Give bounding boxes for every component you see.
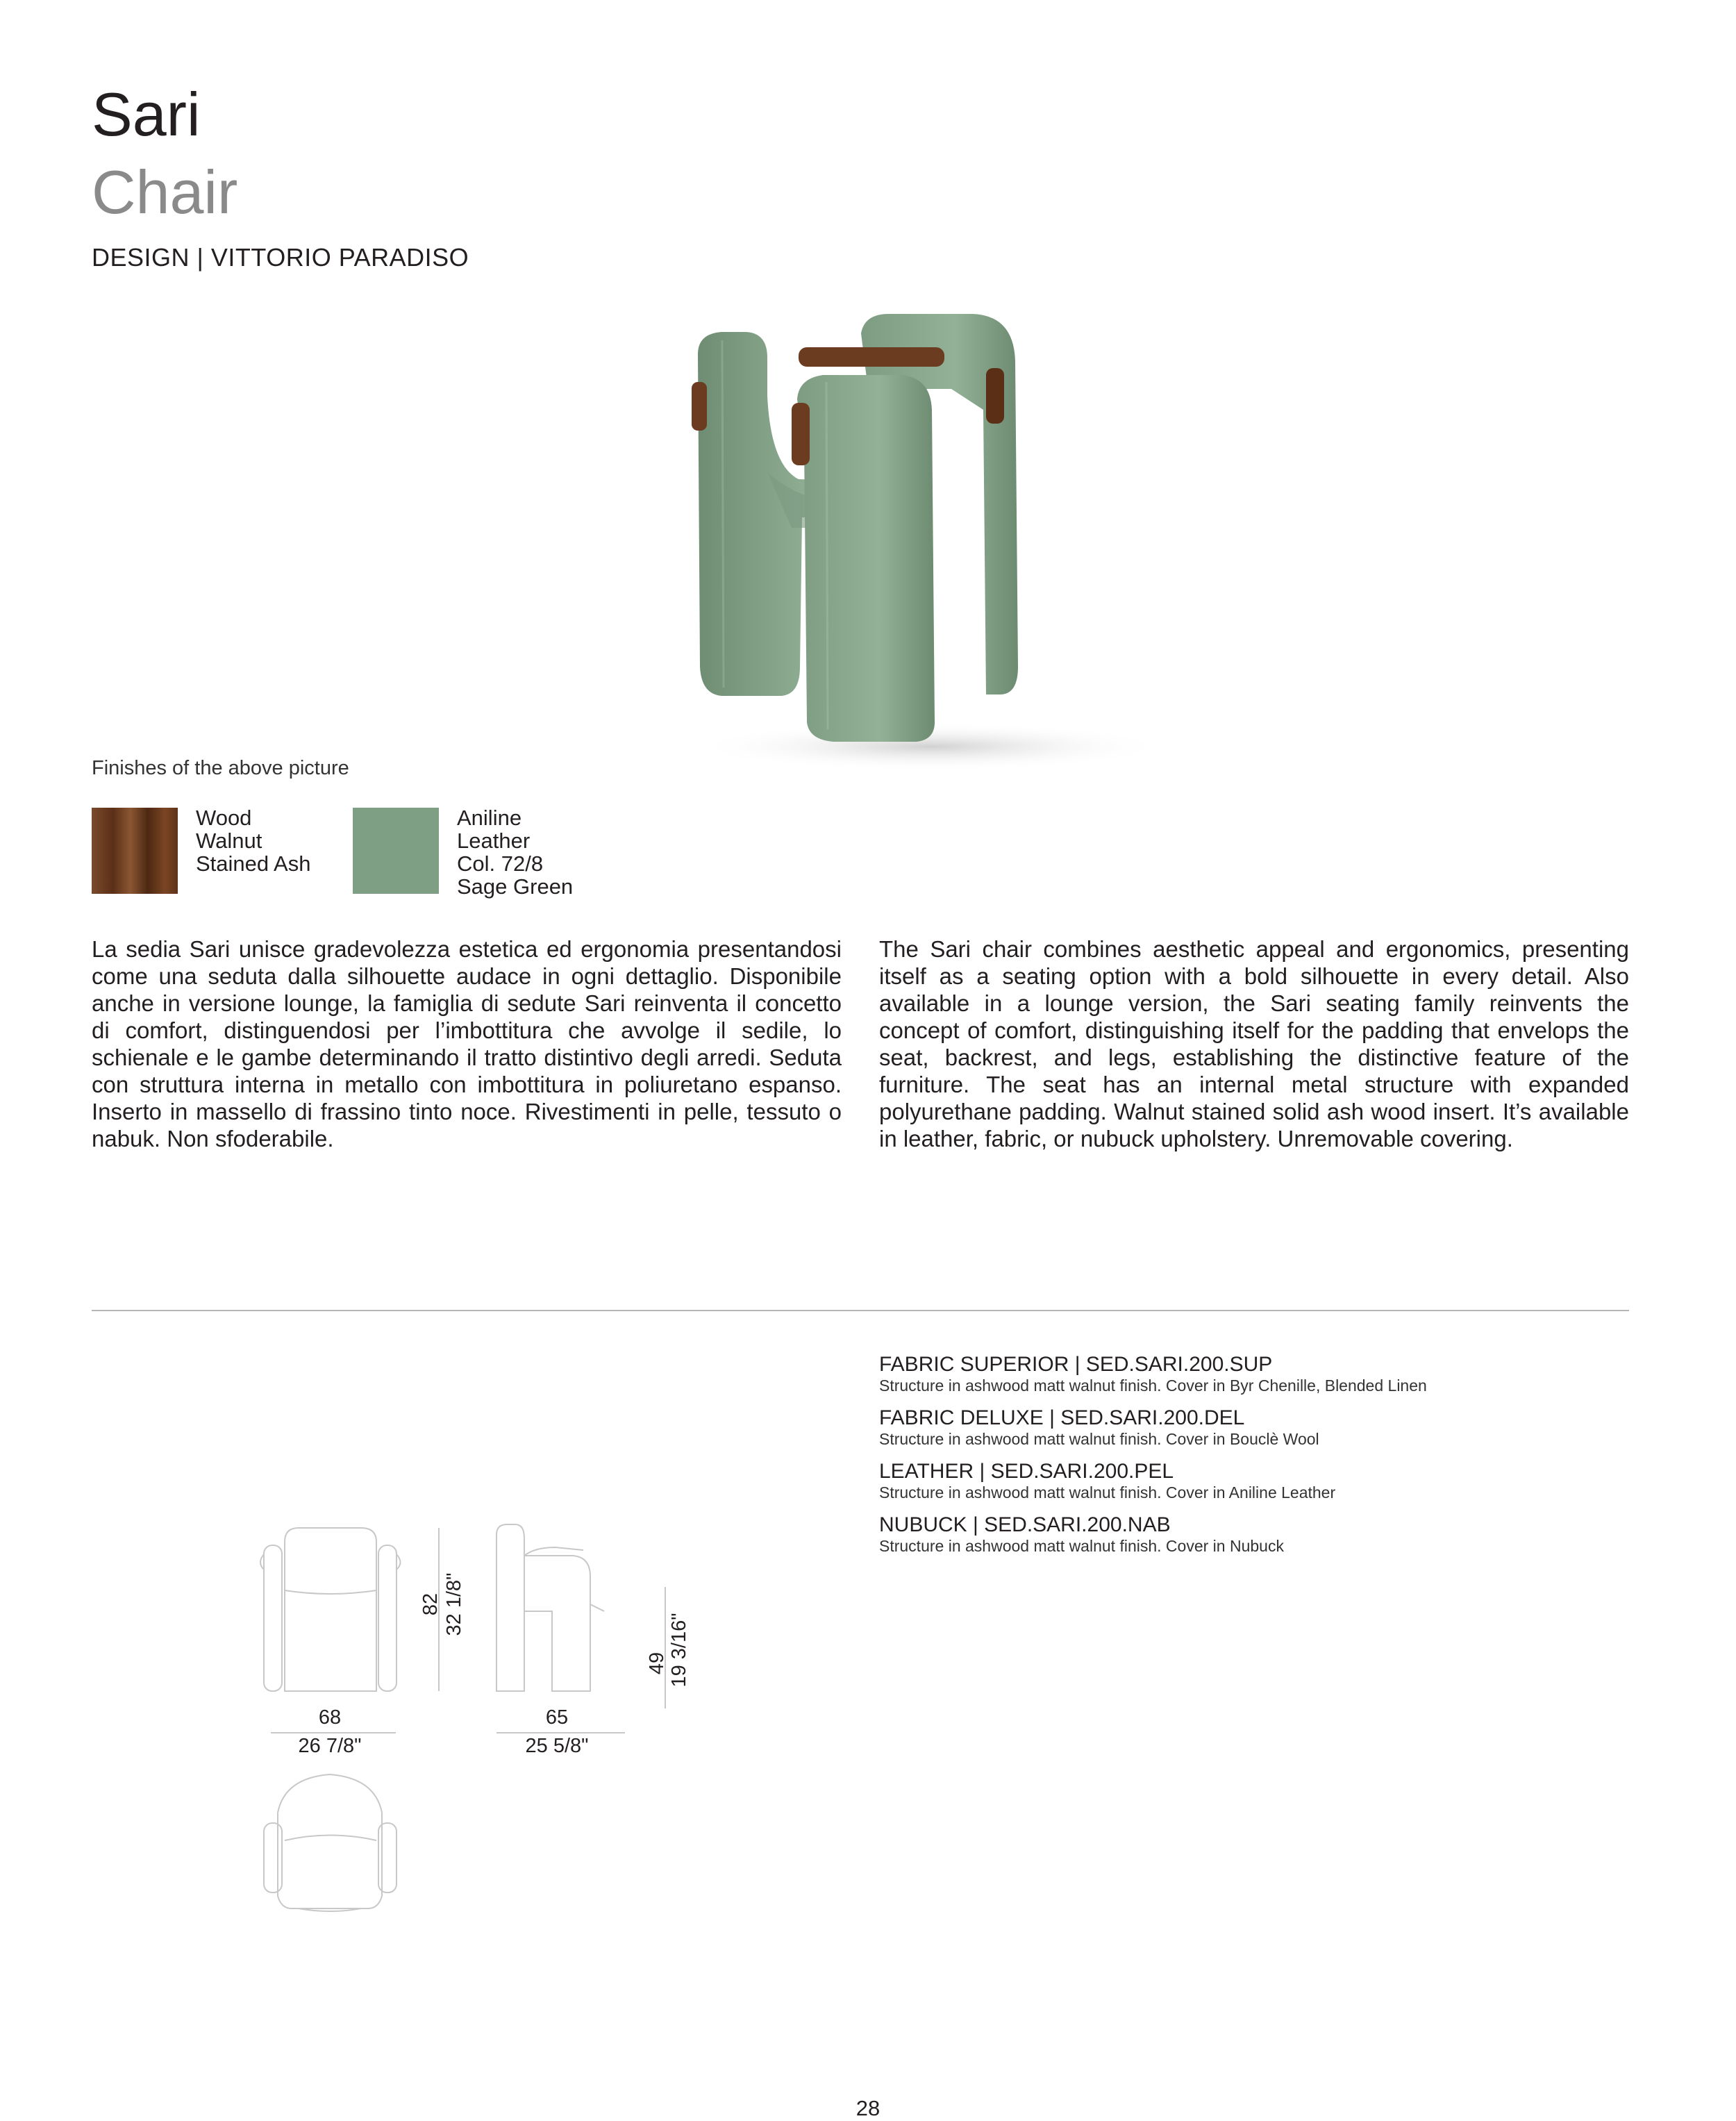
side-view-drawing bbox=[496, 1524, 604, 1691]
variant-title: NUBUCK | SED.SARI.200.NAB bbox=[879, 1513, 1171, 1536]
finish-line: Col. 72/8 bbox=[457, 851, 544, 876]
finish-line: Stained Ash bbox=[196, 851, 311, 876]
wood-finish-swatch bbox=[92, 808, 178, 894]
dimension-drawings bbox=[257, 1514, 729, 1917]
variant-title: FABRIC DELUXE | SED.SARI.200.DEL bbox=[879, 1406, 1245, 1429]
product-title: Sari bbox=[92, 80, 201, 149]
top-view-drawing bbox=[264, 1774, 397, 1911]
finish-line: Wood bbox=[196, 806, 252, 830]
variant-title: LEATHER | SED.SARI.200.PEL bbox=[879, 1460, 1174, 1483]
product-category: Chair bbox=[92, 158, 238, 226]
section-divider bbox=[92, 1310, 1629, 1311]
variant-description: Structure in ashwood matt walnut finish. Cover in Byr Chenille, Blended Linen bbox=[879, 1376, 1427, 1395]
variant-description: Structure in ashwood matt walnut finish. Cover in Aniline Leather bbox=[879, 1483, 1336, 1502]
front-view-drawing bbox=[260, 1528, 401, 1691]
finish-line: Leather bbox=[457, 829, 531, 853]
front-width-cm: 68 bbox=[318, 1706, 342, 1729]
finish-line: Aniline bbox=[457, 806, 522, 830]
description-english: The Sari chair combines aesthetic appeal and ergonomics, presenting itself as a seating option with a bold silhouette in every detail. Also available in a lounge version, the Sari seating family reinvents the concept of comfort, distinguishing itself for the padding that envelops the seat, backrest, and legs, establishing the distinctive feature of the furniture. The seat has an internal metal structure with expanded polyurethane padding. Walnut stained solid ash wood insert. It’s available in leather, fabric, or nubuck upholstery. Unremovable covering. bbox=[879, 936, 1629, 1151]
variant-item bbox=[879, 1460, 1643, 1502]
variant-description: Structure in ashwood matt walnut finish. Cover in Bouclè Wool bbox=[879, 1430, 1319, 1448]
designer-credit: DESIGN | VITTORIO PARADISO bbox=[92, 243, 469, 272]
variant-item bbox=[879, 1513, 1643, 1556]
front-height-in: 32 1/8" bbox=[443, 1572, 465, 1636]
page-number: 28 bbox=[856, 2096, 880, 2120]
wood-finish-label bbox=[196, 806, 310, 875]
front-width-in: 26 7/8" bbox=[298, 1735, 362, 1757]
side-seat-cm: 49 bbox=[646, 1652, 668, 1675]
variant-item bbox=[879, 1353, 1643, 1395]
side-depth-in: 25 5/8" bbox=[525, 1735, 589, 1757]
chair-photo bbox=[625, 306, 1194, 778]
variant-title: FABRIC SUPERIOR | SED.SARI.200.SUP bbox=[879, 1353, 1273, 1376]
variant-list bbox=[879, 1353, 1643, 1567]
side-depth-cm: 65 bbox=[545, 1706, 569, 1729]
finishes-caption: Finishes of the above picture bbox=[92, 757, 349, 779]
description-italian: La sedia Sari unisce gradevolezza estetica ed ergonomia presentandosi come una seduta dalla silhouette audace in ogni dettaglio. Disponibile anche in versione lounge, la famiglia di sedute Sari reinventa il concetto di comfort, distinguendosi per l’imbottitura che avvolge il sedile, lo schienale e le gambe determinando il tratto distintivo degli arredi. Seduta con struttura interna in metallo con imbottitura in poliuretano espanso. Inserto in massello di frassino tinto noce. Rivestimenti in pelle, tessuto o nabuk. Non sfoderabile. bbox=[92, 936, 842, 1151]
leather-finish-swatch bbox=[353, 808, 439, 894]
variant-description: Structure in ashwood matt walnut finish. Cover in Nubuck bbox=[879, 1537, 1284, 1555]
front-height-cm: 82 bbox=[419, 1592, 442, 1616]
variant-item bbox=[879, 1406, 1643, 1449]
leather-finish-label bbox=[457, 806, 573, 898]
finish-line: Walnut bbox=[196, 829, 262, 853]
finish-line: Sage Green bbox=[457, 874, 574, 899]
side-seat-in: 19 3/16" bbox=[668, 1613, 690, 1688]
